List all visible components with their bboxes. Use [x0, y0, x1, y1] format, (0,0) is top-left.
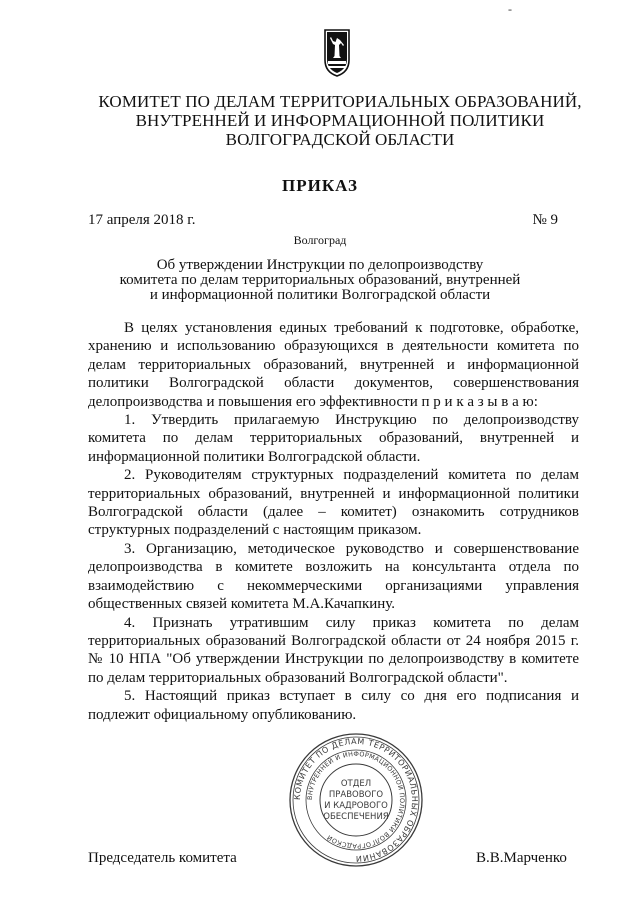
subject-line: и информационной политики Волгоградской области — [149, 287, 491, 303]
organization-line: ВОЛГОГРАДСКОЙ ОБЛАСТИ — [225, 130, 455, 149]
order-item-2: 2. Руководителям структурных подразделений комитета по делам территориальных образований, внутренней и информационной политики Волгоградской области (далее – комитет) ознакомить сотрудников структурных подразделений с настоящим приказом. — [88, 467, 579, 539]
stamp-center-line: ОБЕСПЕЧЕНИЯ — [323, 812, 389, 822]
stamp-center-line: ОТДЕЛ — [340, 779, 372, 789]
document-type: ПРИКАЗ — [282, 176, 358, 195]
volgograd-emblem-icon — [322, 28, 352, 78]
signature-name: В.В.Марченко — [476, 850, 567, 866]
stamp-outer-text: КОМИТЕТ ПО ДЕЛАМ ТЕРРИТОРИАЛЬНЫХ ОБРАЗОВАНИЙ — [292, 736, 420, 864]
organization-line: КОМИТЕТ ПО ДЕЛАМ ТЕРРИТОРИАЛЬНЫХ ОБРАЗОВАНИЙ, — [98, 92, 582, 111]
order-item-5: 5. Настоящий приказ вступает в силу со дня его подписания и подлежит официальному опубликованию. — [88, 688, 579, 723]
stamp-inner-text: ВНУТРЕННЕЙ И ИНФОРМАЦИОННОЙ ПОЛИТИКИ ВОЛГОГРАДСКОЙ — [305, 749, 407, 851]
stamp-center-line: ПРАВОВОГО — [328, 790, 384, 800]
document-subject — [100, 258, 540, 303]
document-city: Волгоград — [293, 233, 347, 247]
organization-name — [60, 92, 620, 149]
document-number: № 9 — [532, 212, 558, 228]
organization-line: ВНУТРЕННЕЙ И ИНФОРМАЦИОННОЙ ПОЛИТИКИ — [135, 111, 545, 130]
subject-line: Об утверждении Инструкции по делопроизводству — [156, 257, 484, 273]
order-item-1: 1. Утвердить прилагаемую Инструкцию по делопроизводству комитета по делам территориальных образований, внутренней и информационной политики Волгоградской области. — [88, 412, 579, 465]
subject-line: комитета по делам территориальных образований, внутренней — [119, 272, 521, 288]
document-body — [88, 319, 579, 724]
preamble-paragraph: В целях установления единых требований к подготовке, обработке, хранению и использованию образующихся в деятельности комитета по делам территориальных образований, внутренней и информационной политики Волгоградской области документов, совершенствования делопроизводства и повышения его эффективности п р и к а з ы в а ю: — [88, 320, 579, 410]
official-stamp — [286, 730, 426, 870]
order-item-3: 3. Организацию, методическое руководство и совершенствование делопроизводства в комитете возложить на консультанта отдела по взаимодействию с некоммерческими организациями управления общественных связей комитета М.А.Качапкину. — [88, 540, 579, 613]
stamp-center-line: И КАДРОВОГО — [324, 801, 388, 811]
corner-mark: - — [508, 2, 512, 16]
signature-title: Председатель комитета — [88, 850, 237, 866]
document-date: 17 апреля 2018 г. — [88, 212, 196, 228]
order-item-4: 4. Признать утратившим силу приказ комитета по делам территориальных образований Волгоградской области от 24 ноября 2015 г. № 10 НПА "Об утверждении Инструкции по делопроизводству в комитете по делам территориальных образований Волгоградской области". — [88, 614, 579, 686]
